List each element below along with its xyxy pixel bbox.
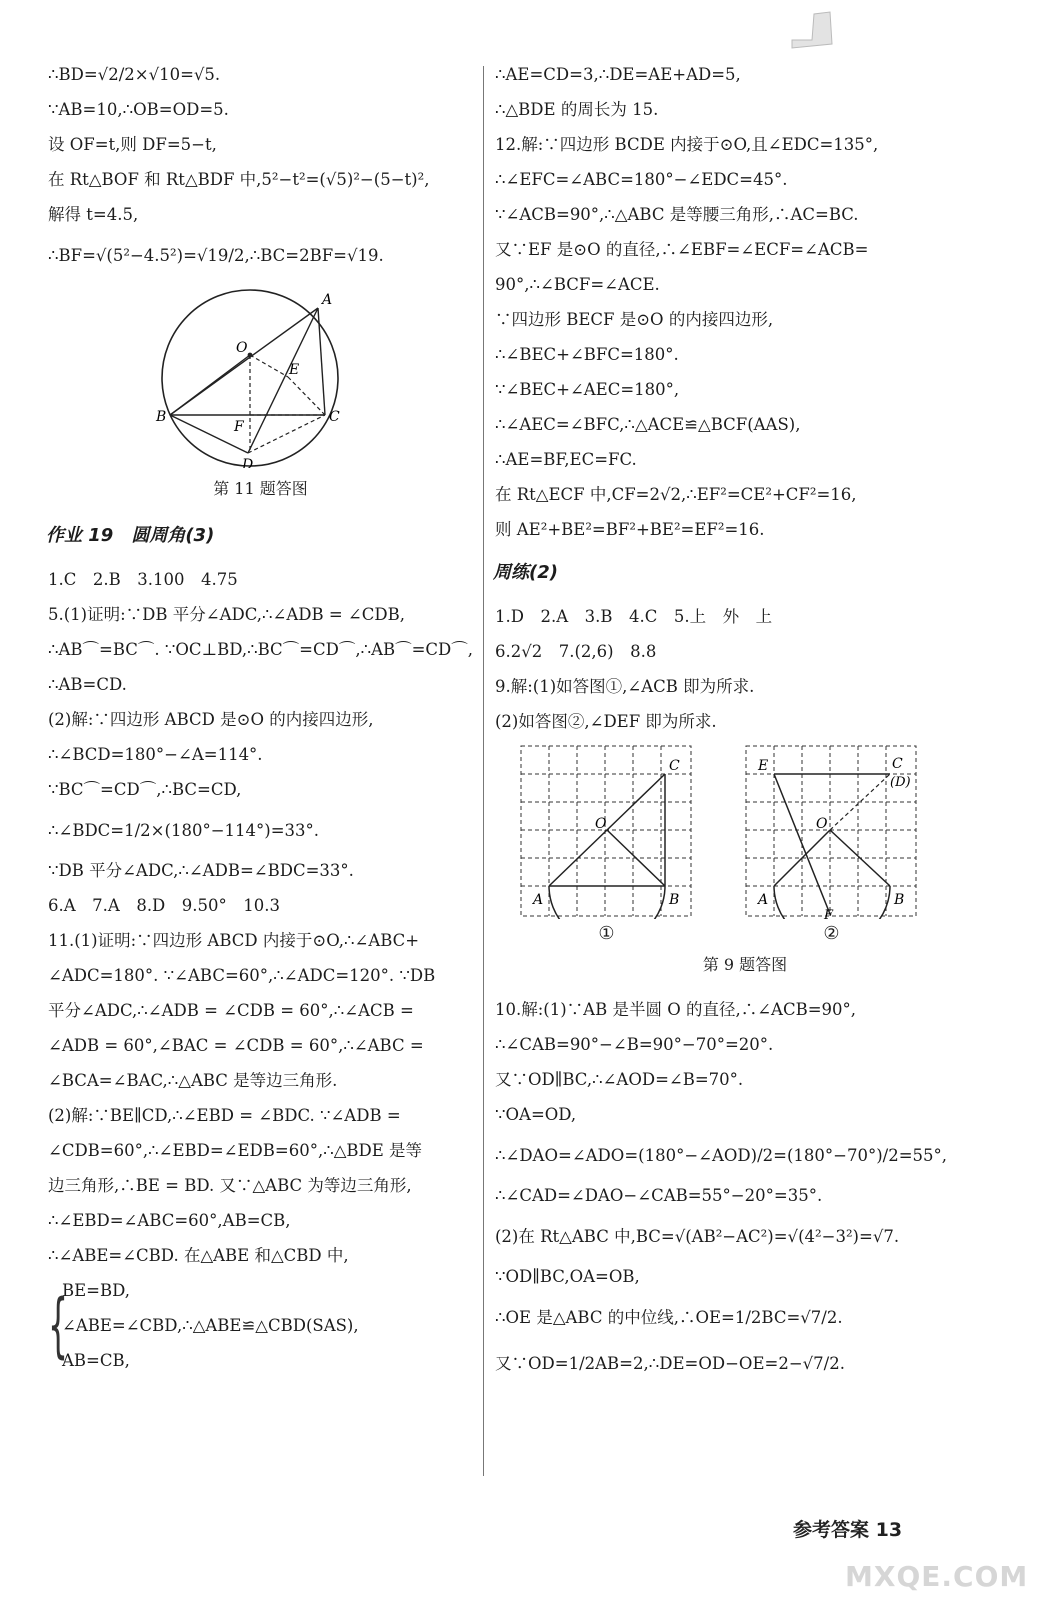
label-O: O [595, 816, 607, 832]
text-line: 则 AE²+BE²=BF²+BE²=EF²=16. [495, 520, 765, 539]
text-line: 9.解:(1)如答图①,∠ACB 即为所求. [495, 677, 755, 696]
page-footer [793, 1515, 902, 1542]
text-line: ∠CDB=60°,∴∠EBD=∠EDB=60°,∴△BDE 是等 [48, 1141, 423, 1160]
text-line: 又∵OD=1/2AB=2,∴DE=OD−OE=2−√7/2. [495, 1354, 845, 1373]
system-line: AB=CB, [62, 1351, 130, 1370]
text-line: 在 Rt△ECF 中,CF=2√2,∴EF²=CE²+CF²=16, [495, 485, 857, 504]
figure-11-circle-diagram [48, 283, 473, 468]
label-A: A [758, 892, 769, 908]
page-number: 13 [875, 1519, 903, 1541]
right-column [495, 62, 995, 1391]
label-B: B [894, 892, 905, 908]
text-line: ∴AB⌒=BC⌒. ∵OC⊥BD,∴BC⌒=CD⌒,∴AB⌒=CD⌒, [48, 640, 474, 659]
text-line: ∴OE 是△ABC 的中位线,∴OE=1/2BC=√7/2. [495, 1308, 843, 1327]
left-brace-icon: { [48, 1284, 69, 1366]
text-line: 11.(1)证明:∵四边形 ABCD 内接于⊙O,∴∠ABC+ [48, 931, 420, 950]
text-line: ∴AE=CD=3,∴DE=AE+AD=5, [495, 65, 741, 84]
text-line: ∴∠EFC=∠ABC=180°−∠EDC=45°. [495, 170, 788, 189]
label-B: B [669, 892, 680, 908]
footer-label: 参考答案 [793, 1519, 870, 1541]
label-F: F [824, 908, 834, 919]
text-line: 6.A 7.A 8.D 9.50° 10.3 [48, 896, 281, 915]
text-line: (2)解:∵BE∥CD,∴∠EBD = ∠BDC. ∵∠ADB = [48, 1106, 401, 1125]
text-line: ∠ADB = 60°,∠BAC = ∠CDB = 60°,∴∠ABC = [48, 1036, 424, 1055]
text-line: ∴BF=√(5²−4.5²)=√19/2,∴BC=2BF=√19. [48, 246, 384, 265]
text-line: 1.D 2.A 3.B 4.C 5.上 外 上 [495, 607, 773, 626]
text-line: ∵四边形 BECF 是⊙O 的内接四边形, [495, 310, 774, 329]
label-O: O [236, 340, 248, 356]
text-line: ∵AB=10,∴OB=OD=5. [48, 100, 229, 119]
figure-mark-1: ① [598, 923, 615, 944]
text-line: 平分∠ADC,∴∠ADB = ∠CDB = 60°,∴∠ACB = [48, 1001, 414, 1020]
watermark: MXQE.COM [845, 1560, 1029, 1593]
column-divider [483, 66, 484, 1476]
text-line: 1.C 2.B 3.100 4.75 [48, 570, 238, 589]
section-title-weekly-practice: 周练(2) [493, 562, 558, 583]
text-line: 又∵OD∥BC,∴∠AOD=∠B=70°. [495, 1070, 744, 1089]
label-O: O [816, 816, 828, 832]
text-line: 90°,∴∠BCF=∠ACE. [495, 275, 660, 294]
figure-9-caption: 第 9 题答图 [702, 955, 788, 974]
text-line: (2)在 Rt△ABC 中,BC=√(AB²−AC²)=√(4²−3²)=√7. [495, 1227, 900, 1246]
label-C: C [669, 758, 680, 774]
label-D: D [242, 457, 254, 468]
text-line: ∴AB=CD. [48, 675, 127, 694]
text-line: (2)解:∵四边形 ABCD 是⊙O 的内接四边形, [48, 710, 374, 729]
text-line: ∴∠CAB=90°−∠B=90°−70°=20°. [495, 1035, 774, 1054]
figure-mark-2: ② [823, 923, 840, 944]
text-line: ∴∠AEC=∠BFC,∴△ACE≌△BCF(AAS), [495, 415, 801, 434]
text-line: 解得 t=4.5, [48, 205, 139, 224]
label-F: F [234, 419, 244, 435]
label-B: B [156, 409, 167, 425]
text-line: ∵DB 平分∠ADC,∴∠ADB=∠BDC=33°. [48, 861, 354, 880]
system-line: ∠ABE=∠CBD,∴△ABE≌△CBD(SAS), [62, 1316, 359, 1335]
text-line: ∵∠BEC+∠AEC=180°, [495, 380, 680, 399]
text-line: 设 OF=t,则 DF=5−t, [48, 135, 217, 154]
text-line: ∴BD=√2/2×√10=√5. [48, 65, 221, 84]
text-line: 边三角形,∴BE = BD. 又∵△ABC 为等边三角形, [48, 1176, 412, 1195]
text-line: ∵OA=OD, [495, 1105, 577, 1124]
corner-tab-icon [790, 10, 840, 50]
label-D: (D) [890, 775, 911, 790]
text-line: ∵BC⌒=CD⌒,∴BC=CD, [48, 780, 242, 799]
text-line: 10.解:(1)∵AB 是半圆 O 的直径,∴∠ACB=90°, [495, 1000, 857, 1019]
text-line: ∴∠BEC+∠BFC=180°. [495, 345, 679, 364]
text-line: (2)如答图②,∠DEF 即为所求. [495, 712, 717, 731]
system-line: BE=BD, [62, 1281, 131, 1300]
figure-9-pair [519, 744, 919, 944]
text-line: ∴∠EBD=∠ABC=60°,AB=CB, [48, 1211, 291, 1230]
text-line: ∵∠ACB=90°,∴△ABC 是等腰三角形,∴AC=BC. [495, 205, 859, 224]
text-line: ∴∠ABE=∠CBD. 在△ABE 和△CBD 中, [48, 1246, 349, 1265]
text-line: ∠BCA=∠BAC,∴△ABC 是等边三角形. [48, 1071, 338, 1090]
equation-system [48, 1278, 473, 1373]
label-A: A [533, 892, 544, 908]
figure-9-grid-1 [519, 744, 694, 919]
text-line: 6.2√2 7.(2,6) 8.8 [495, 642, 657, 661]
text-line: ∴∠BCD=180°−∠A=114°. [48, 745, 263, 764]
text-line: ∴∠BDC=1/2×(180°−114°)=33°. [48, 821, 320, 840]
text-line: ∴AE=BF,EC=FC. [495, 450, 637, 469]
label-C: C [892, 756, 903, 772]
label-A: A [322, 292, 333, 308]
text-line: 又∵EF 是⊙O 的直径,∴∠EBF=∠ECF=∠ACB= [495, 240, 869, 259]
text-line: 5.(1)证明:∵DB 平分∠ADC,∴∠ADB = ∠CDB, [48, 605, 405, 624]
text-line: ∴∠CAD=∠DAO−∠CAB=55°−20°=35°. [495, 1186, 823, 1205]
section-title-homework-19: 作业 19 圆周角(3) [46, 525, 215, 546]
text-line: ∵OD∥BC,OA=OB, [495, 1267, 640, 1286]
label-E: E [289, 362, 300, 378]
text-line: 在 Rt△BOF 和 Rt△BDF 中,5²−t²=(√5)²−(5−t)², [48, 170, 430, 189]
left-column [48, 62, 473, 1383]
text-line: ∴∠DAO=∠ADO=(180°−∠AOD)/2=(180°−70°)/2=55°, [495, 1146, 948, 1165]
text-line: ∴△BDE 的周长为 15. [495, 100, 659, 119]
text-line: ∠ADC=180°. ∵∠ABC=60°,∴∠ADC=120°. ∵DB [48, 966, 436, 985]
figure-9-grid-2 [744, 744, 919, 919]
figure-11-caption: 第 11 题答图 [213, 479, 308, 498]
label-C: C [329, 409, 340, 425]
label-E: E [758, 758, 769, 774]
text-line: 12.解:∵四边形 BCDE 内接于⊙O,且∠EDC=135°, [495, 135, 879, 154]
